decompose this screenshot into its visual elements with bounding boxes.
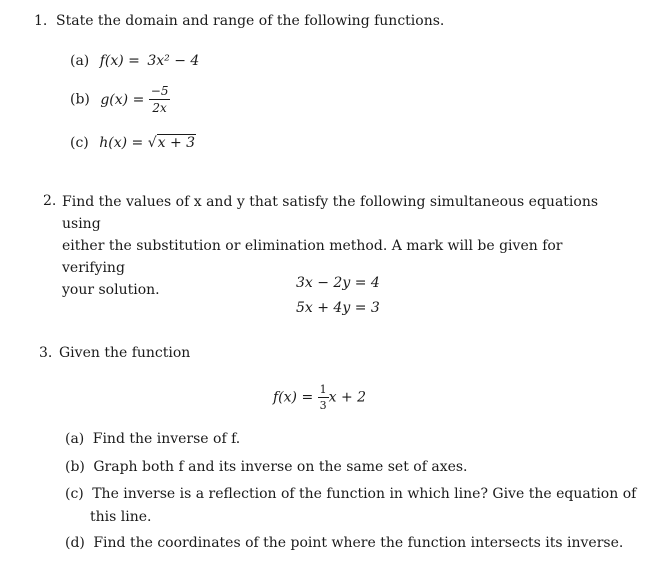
q1-part-a-lhs: f(x) =	[99, 53, 140, 69]
q3-part-a-text: Find the inverse of f.	[92, 431, 241, 447]
q3-part-c	[65, 486, 636, 502]
q3-text: Given the function	[59, 345, 191, 361]
q1-part-a	[70, 53, 199, 69]
q3-part-d	[65, 535, 623, 551]
q3-function-fraction	[318, 384, 329, 411]
q1-part-c-radicand: x + 3	[157, 135, 196, 151]
q1-text: State the domain and range of the following functions.	[56, 13, 445, 29]
q1-part-a-expr: 3x² − 4	[147, 53, 200, 69]
q1-part-c	[70, 135, 196, 151]
q3-part-c-text: The inverse is a reflection of the function in which line? Give the equation of	[92, 486, 637, 502]
q3-function-lhs: f(x) =	[273, 389, 314, 406]
q3-number: 3.	[39, 345, 53, 361]
q3-part-b-text: Graph both f and its inverse on the same set of axes.	[93, 459, 468, 475]
q2-number: 2.	[43, 193, 57, 209]
q3-part-c-text-continued: this line.	[90, 509, 152, 525]
q3-function-denominator: 3	[319, 399, 327, 412]
q1-part-b-label: (b)	[70, 91, 90, 108]
q1-part-c-lhs: h(x) =	[99, 135, 144, 151]
q1-part-a-label: (a)	[70, 53, 90, 69]
q2-line-1: Find the values of x and y that satisfy the following simultaneous equations using	[62, 194, 599, 232]
q1-part-c-sqrt	[148, 135, 196, 151]
q3-part-c-label: (c)	[65, 486, 84, 502]
q1-number: 1.	[34, 13, 48, 29]
q3-part-b	[65, 459, 468, 475]
q3-function-numerator: 1	[319, 383, 327, 396]
q3-function-rest: x + 2	[328, 389, 367, 406]
q2-equation-1: 3x − 2y = 4	[296, 275, 380, 291]
q3-part-b-label: (b)	[65, 459, 85, 475]
q3-part-a	[65, 431, 240, 447]
q1-part-b-numerator: −5	[150, 84, 169, 98]
q1-part-b-lhs: g(x) =	[100, 91, 145, 108]
q2-line-3: your solution.	[62, 282, 160, 298]
q1-part-c-radical: √	[147, 135, 157, 151]
q1-part-c-label: (c)	[70, 135, 89, 151]
q1-part-b-fraction	[149, 85, 171, 114]
q1-part-b	[70, 85, 170, 114]
q3-function	[273, 384, 366, 411]
q3-part-d-label: (d)	[65, 535, 85, 551]
q3-part-a-label: (a)	[65, 431, 85, 447]
q2-line-2: either the substitution or elimination method. A mark will be given for verifying	[62, 238, 563, 276]
q1-part-b-denominator: 2x	[152, 101, 167, 115]
q3-part-d-text: Find the coordinates of the point where the function intersects its inverse.	[93, 535, 624, 551]
q2-equation-2: 5x + 4y = 3	[296, 300, 380, 316]
